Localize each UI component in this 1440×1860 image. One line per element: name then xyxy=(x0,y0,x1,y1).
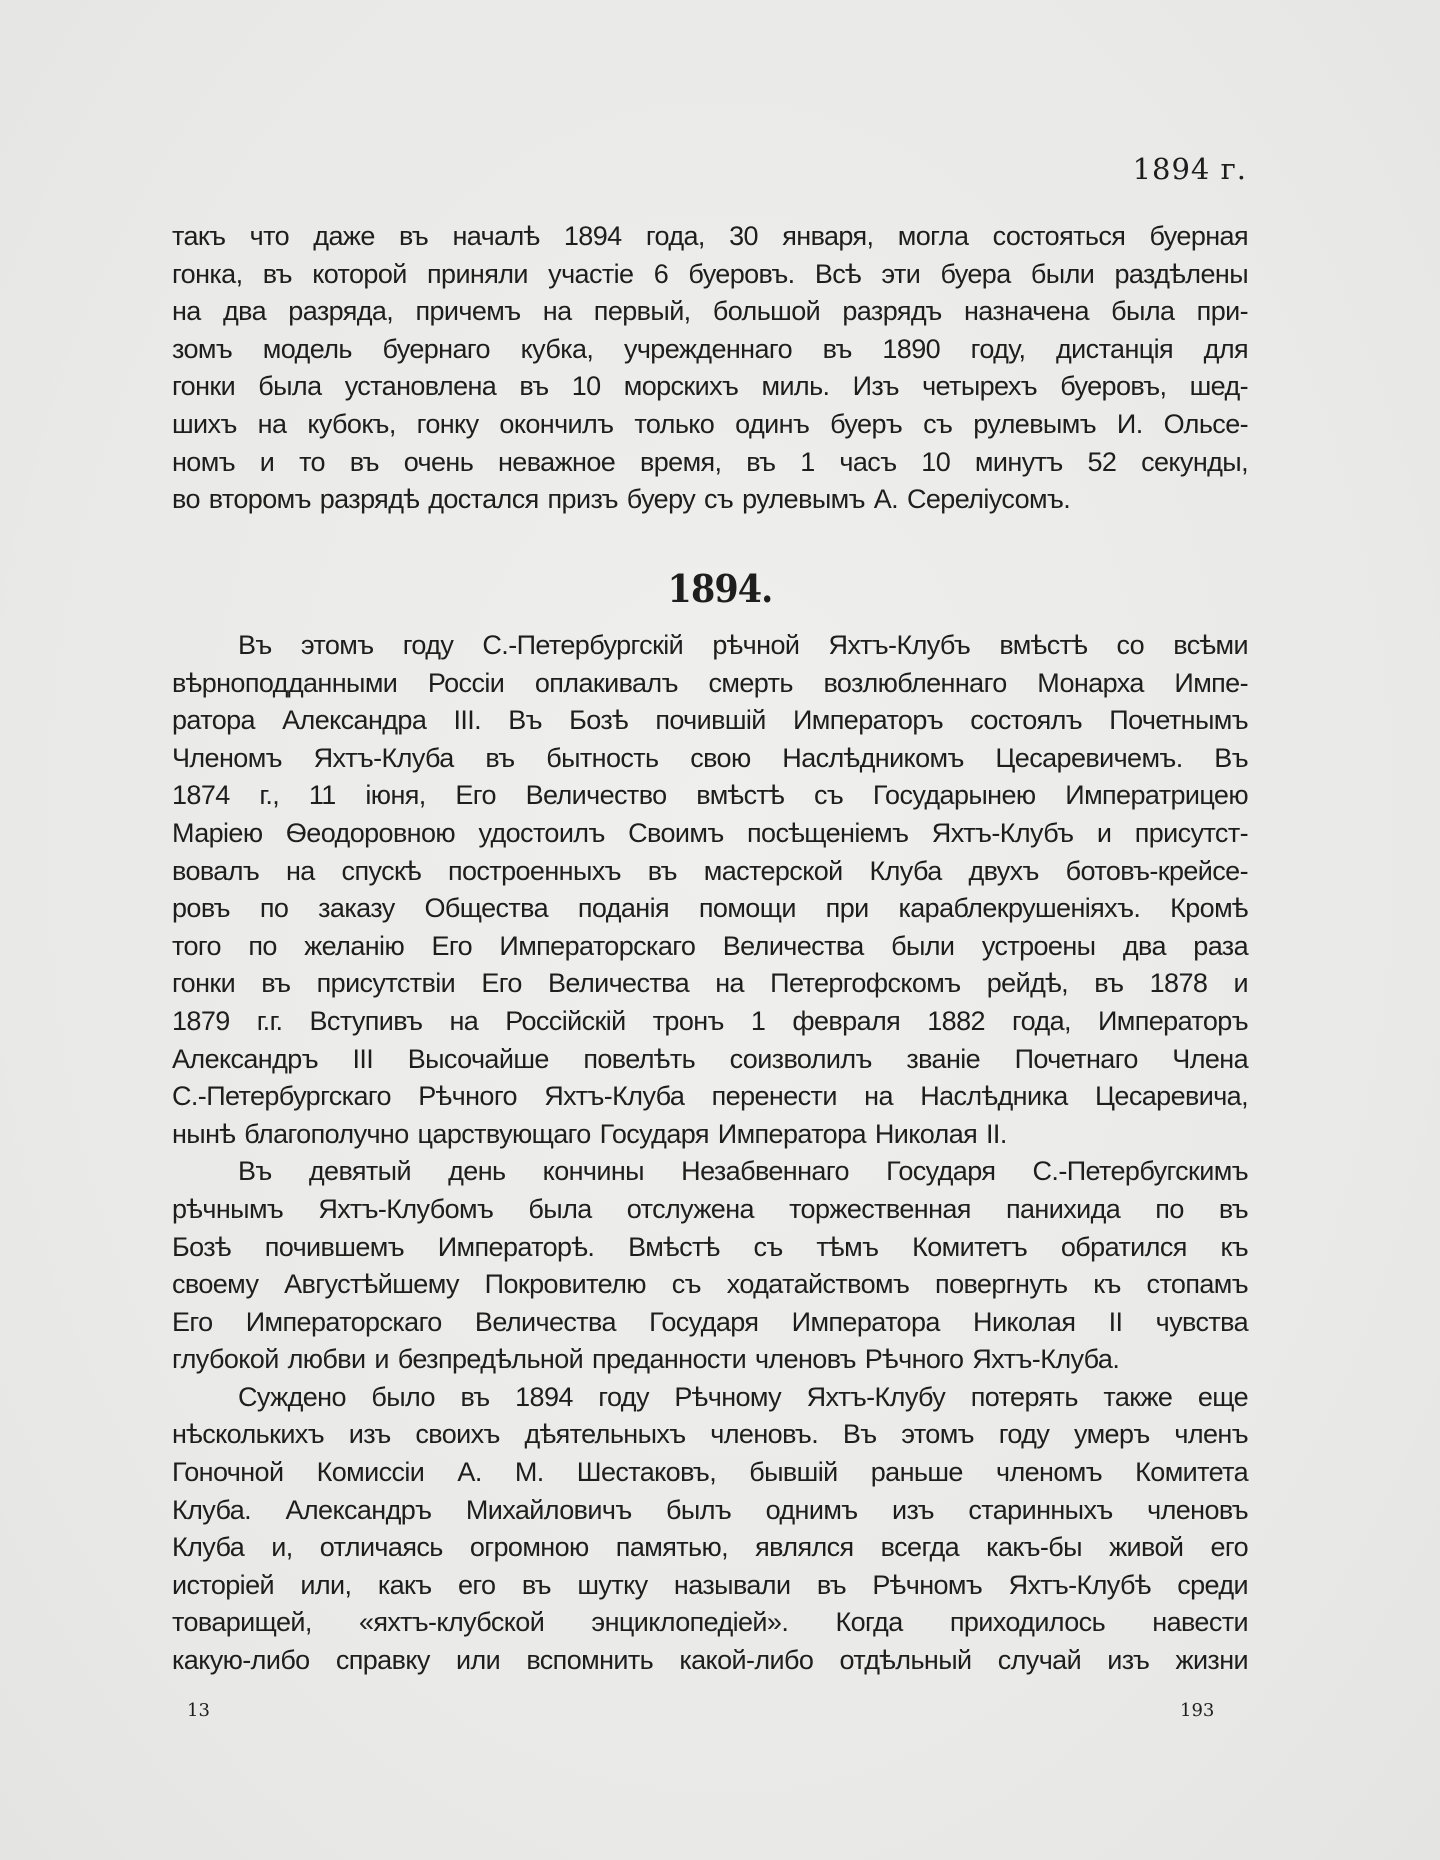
signature-mark: 13 xyxy=(187,1700,210,1721)
text-line: Членомъ Яхтъ-Клуба въ бытность свою Наслѣдникомъ Цесаревичемъ. Въ xyxy=(172,742,1248,773)
page-number: 193 xyxy=(1180,1700,1215,1721)
text-line: 1879 г.г. Вступивъ на Россійскій тронъ 1 февраля 1882 года, Императоръ xyxy=(172,1005,1248,1036)
text-line: во второмъ разрядѣ достался призъ буеру съ рулевымъ А. Сереліусомъ. xyxy=(172,484,1071,515)
text-line: Его Императорскаго Величества Государя Императора Николая II чувства xyxy=(172,1306,1248,1337)
text-line: Въ девятый день кончины Незабвеннаго Государя С.-Петербугскимъ xyxy=(238,1156,1248,1187)
text-line: ровъ по заказу Общества поданія помощи при караблекрушеніяхъ. Кромѣ xyxy=(172,893,1248,924)
text-line: гонки въ присутствіи Его Величества на Петергофскомъ рейдѣ, въ 1878 и xyxy=(172,968,1248,999)
text-line: номъ и то въ очень неважное время, въ 1 часъ 10 минутъ 52 секунды, xyxy=(172,446,1248,477)
text-line: исторіей или, какъ его въ шутку называли въ Рѣчномъ Яхтъ-Клубѣ среди xyxy=(172,1569,1248,1600)
section-heading-year: 1894. xyxy=(667,566,773,611)
text-line: своему Августѣйшему Покровителю съ ходатайствомъ повергнуть къ стопамъ xyxy=(172,1269,1248,1300)
text-line: нѣсколькихъ изъ своихъ дѣятельныхъ членовъ. Въ этомъ году умеръ членъ xyxy=(172,1419,1248,1450)
text-line: Александръ III Высочайше повелѣть соизволилъ званіе Почетнаго Члена xyxy=(172,1043,1248,1074)
text-line: Маріею Ѳеодоровною удостоилъ Своимъ посѣщеніемъ Яхтъ-Клубъ и присутст- xyxy=(172,817,1248,848)
text-line: Въ этомъ году С.-Петербургскій рѣчной Яхтъ-Клубъ вмѣстѣ со всѣми xyxy=(238,630,1248,660)
text-line: того по желанію Его Императорскаго Величества были устроены два раза xyxy=(172,930,1248,961)
text-line: ратора Александра III. Въ Бозѣ почившій Императоръ состоялъ Почетнымъ xyxy=(172,705,1248,736)
text-line: зомъ модель буернаго кубка, учрежденнаго въ 1890 году, дистанція для xyxy=(172,333,1248,364)
section-body xyxy=(172,627,1248,1680)
text-line: нынѣ благополучно царствующаго Государя Императора Николая II. xyxy=(172,1118,1007,1149)
text-line: рѣчнымъ Яхтъ-Клубомъ была отслужена торжественная панихида по въ xyxy=(172,1193,1248,1224)
text-line: какую-либо справку или вспомнить какой-либо отдѣльный случай изъ жизни xyxy=(172,1645,1248,1676)
text-line: Клуба. Александръ Михайловичъ былъ однимъ изъ старинныхъ членовъ xyxy=(172,1494,1248,1525)
text-line: вовалъ на спускѣ построенныхъ въ мастерской Клуба двухъ ботовъ-крейсе- xyxy=(172,855,1248,886)
text-line: С.-Петербургскаго Рѣчного Яхтъ-Клуба перенести на Наслѣдника Цесаревича, xyxy=(172,1081,1248,1112)
running-head-year: 1894 г. xyxy=(1132,152,1247,186)
text-line: глубокой любви и безпредѣльной преданности членовъ Рѣчного Яхтъ-Клуба. xyxy=(172,1344,1120,1375)
text-line: такъ что даже въ началѣ 1894 года, 30 января, могла состояться буерная xyxy=(172,221,1248,251)
text-line: Клуба и, отличаясь огромною памятью, являлся всегда какъ-бы живой его xyxy=(172,1532,1248,1563)
text-line: товарищей, «яхтъ-клубской энциклопедіей». Когда приходилось навести xyxy=(172,1607,1248,1638)
paragraph-continuation xyxy=(172,218,1248,519)
text-line: гонки была установлена въ 10 морскихъ миль. Изъ четырехъ буеровъ, шед- xyxy=(172,371,1248,402)
text-line: Суждено было въ 1894 году Рѣчному Яхтъ-Клубу потерять также еще xyxy=(238,1381,1248,1412)
text-line: Гоночной Комиссіи А. М. Шестаковъ, бывшій раньше членомъ Комитета xyxy=(172,1457,1248,1488)
text-line: 1874 г., 11 іюня, Его Величество вмѣстѣ съ Государынею Императрицею xyxy=(172,780,1248,811)
text-line: вѣрноподданными Россіи оплакивалъ смерть возлюбленнаго Монарха Импе- xyxy=(172,667,1248,698)
text-line: шихъ на кубокъ, гонку окончилъ только одинъ буеръ съ рулевымъ И. Ольсе- xyxy=(172,408,1248,439)
text-line: на два разряда, причемъ на первый, большой разрядъ назначена была при- xyxy=(172,296,1248,327)
text-line: Бозѣ почившемъ Императорѣ. Вмѣстѣ съ тѣмъ Комитетъ обратился къ xyxy=(172,1231,1248,1262)
text-line: гонка, въ которой приняли участіе 6 буеровъ. Всѣ эти буера были раздѣлены xyxy=(172,258,1248,289)
